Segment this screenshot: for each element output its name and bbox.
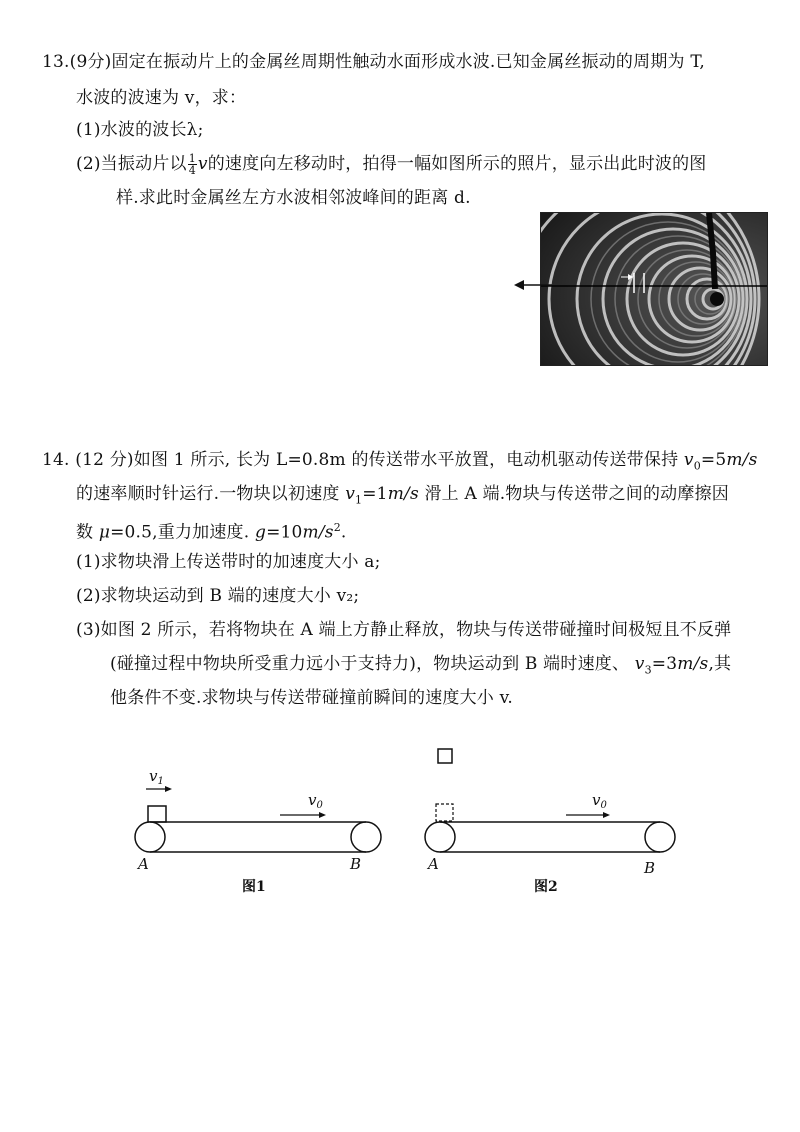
mu-value: =0.5,重力加速度.	[110, 522, 255, 543]
q14-line3	[76, 516, 347, 545]
v0-subscript: 0	[693, 459, 701, 473]
figure-1	[135, 767, 381, 895]
q13-part2-suffix: 的速度向左移动时，拍得一幅如图所示的照片，显示出此时波的图	[207, 154, 707, 174]
q13-part1: (1)水波的波长λ;	[76, 120, 204, 140]
fraction-denominator: 4	[188, 164, 196, 177]
q14-part3-text: (碰撞过程中物块所受重力远小于支持力)，物块运动到 B 端时速度、	[110, 654, 635, 674]
period: .	[340, 522, 347, 543]
q14-part3-line3: 他条件不变.求物块与传送带碰撞前瞬间的速度大小 v.	[110, 688, 513, 708]
g-value: =10	[266, 522, 303, 543]
q14-part2: (2)求物块运动到 B 端的速度大小 v₂;	[76, 586, 360, 606]
squared-superscript: 2	[333, 521, 341, 534]
q14-line2-tail: 滑上 A 端.物块与传送带之间的动摩擦因	[418, 484, 729, 504]
block	[148, 806, 166, 822]
roller-b	[645, 822, 675, 852]
f2-label-b: B	[644, 859, 656, 877]
q14-part3-tail: ,其	[708, 654, 732, 674]
q14-line3-text: 数	[76, 522, 99, 543]
q14-line2-text: 的速率顺时针运行.一物块以初速度	[76, 484, 346, 504]
f1-label-a: A	[138, 855, 149, 873]
q13-line5: 样.求此时金属丝左方水波相邻波峰间的距离 d.	[116, 188, 471, 208]
v0-arrowhead	[319, 812, 326, 818]
q14-part3-line1: (3)如图 2 所示，若将物块在 A 端上方静止释放，物块与传送带碰撞时间极短且不反弹	[76, 620, 732, 640]
q13-part2-prefix: (2)当振动片以	[76, 154, 187, 174]
f1-v1-label: $v_1$	[149, 767, 164, 787]
roller-a	[135, 822, 165, 852]
wave-pattern	[541, 213, 767, 365]
unit-ms: m/s	[387, 484, 419, 504]
mu-symbol: μ	[98, 522, 111, 543]
f2-v0-label: $v_0$	[592, 791, 607, 811]
g-symbol: g	[254, 522, 267, 543]
v1-arrowhead	[165, 786, 172, 792]
v3-symbol: v	[634, 654, 645, 674]
water-wave-photo	[540, 212, 768, 366]
q13-part2	[76, 152, 707, 176]
unit-ms: m/s	[726, 450, 758, 470]
q13-line2: 水波的波速为 v，求：	[76, 88, 247, 108]
f1-label-b: B	[350, 855, 362, 873]
v1-symbol: v	[345, 484, 356, 504]
figure-1-caption: 图1	[242, 879, 266, 895]
v1-value: =1	[362, 484, 388, 504]
roller-b	[351, 822, 381, 852]
v0-value: =5	[700, 450, 727, 470]
block-dashed	[436, 804, 453, 821]
q14-line1	[42, 448, 758, 478]
v0-symbol: v	[683, 450, 694, 470]
q14-part1: (1)求物块滑上传送带时的加速度大小 a;	[76, 552, 381, 572]
conveyor-diagrams	[120, 745, 700, 905]
unit-ms: m/s	[677, 654, 709, 674]
figure-2	[425, 749, 675, 895]
fraction-numerator: 1	[188, 152, 196, 165]
quarter-fraction	[188, 153, 197, 176]
released-block	[438, 749, 452, 763]
f2-v0-arrowhead	[603, 812, 610, 818]
q14-line2	[76, 482, 729, 512]
roller-a	[425, 822, 455, 852]
q13-part2-var: v	[197, 154, 208, 174]
v3-value: =3	[651, 654, 678, 674]
v3-subscript: 3	[644, 663, 652, 677]
q14-part3-line2	[110, 652, 731, 682]
f1-v0-label: $v_0$	[308, 791, 323, 811]
f2-label-a: A	[428, 855, 439, 873]
q13-line1: 13.(9分)固定在振动片上的金属丝周期性触动水面形成水波.已知金属丝振动的周期为 T,	[42, 52, 705, 72]
unit-ms2: m/s	[302, 522, 334, 543]
q14-line1-text: 14. (12 分)如图 1 所示, 长为 L=0.8m 的传送带水平放置，电动机驱动传送带保持	[42, 450, 684, 470]
v1-subscript: 1	[355, 493, 363, 507]
left-arrow	[512, 276, 552, 292]
figure-2-caption: 图2	[534, 879, 558, 895]
